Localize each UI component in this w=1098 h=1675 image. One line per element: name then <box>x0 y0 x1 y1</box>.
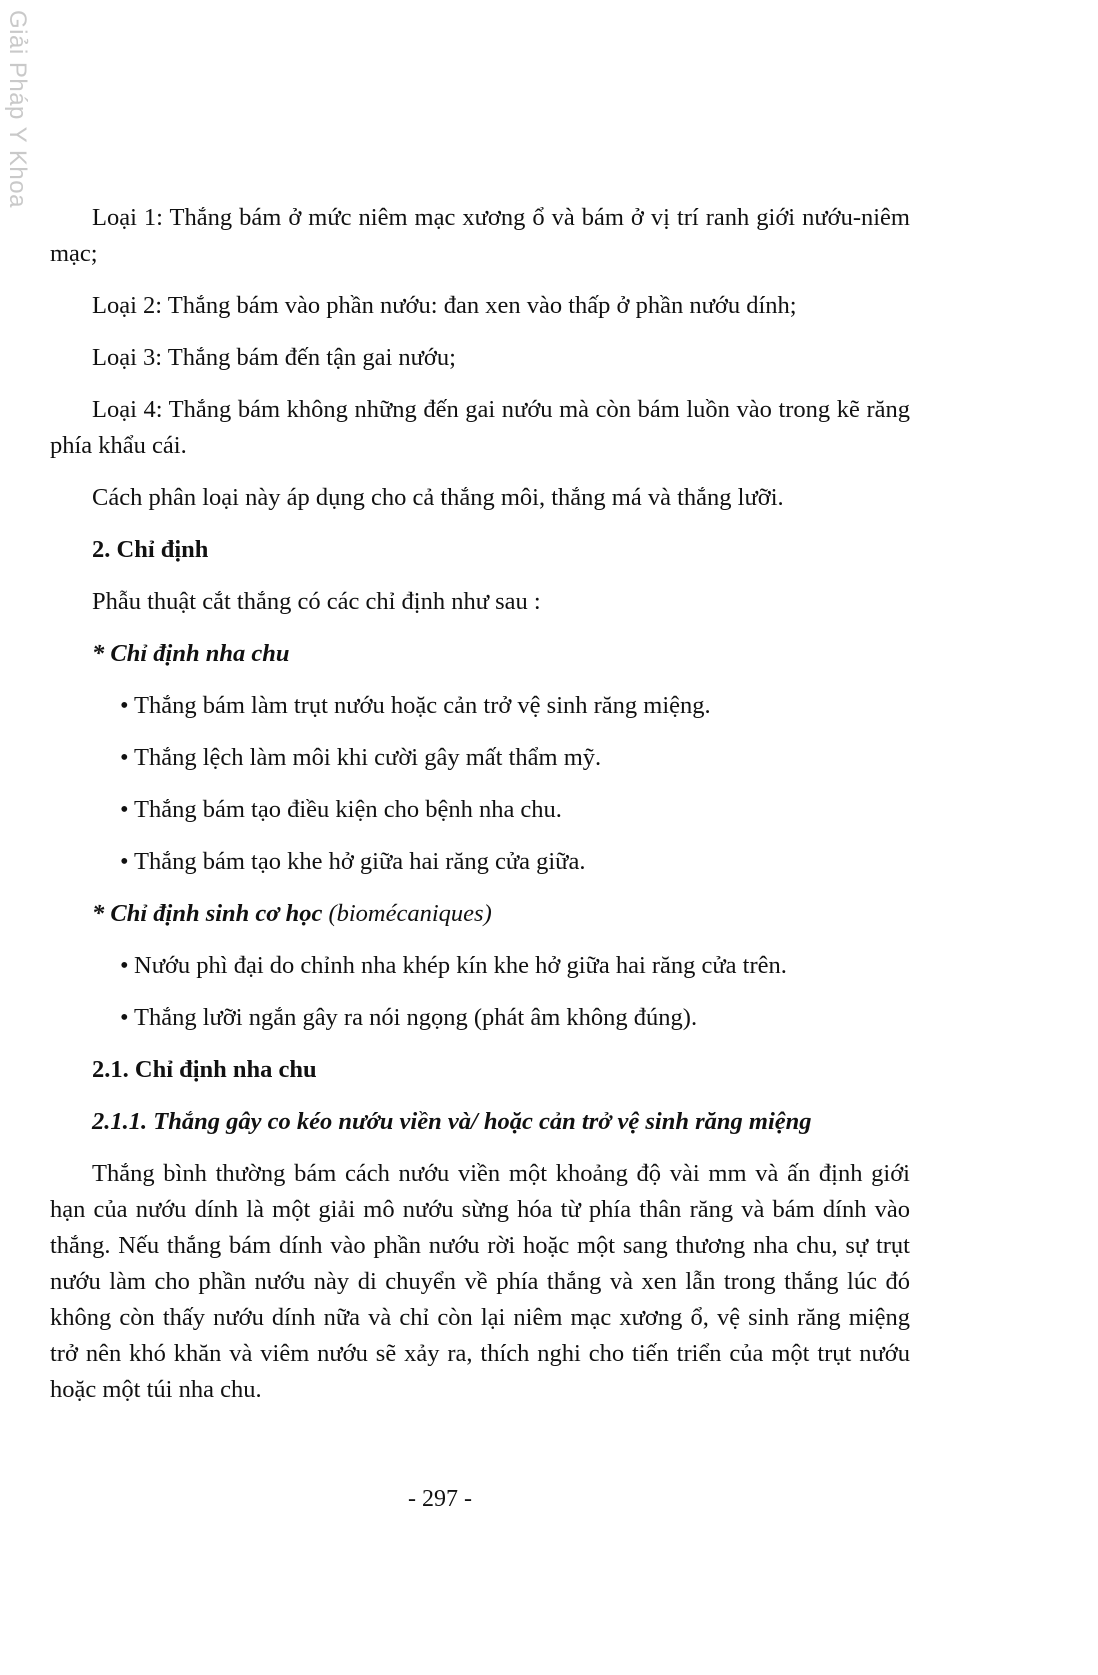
list-item-text: Thắng bám tạo khe hở giữa hai răng cửa giữa. <box>134 848 586 875</box>
bullet-marker: • <box>120 692 129 719</box>
list-item <box>50 844 910 880</box>
paragraph-loai-3: Loại 3: Thắng bám đến tận gai nướu; <box>92 344 456 371</box>
bullet-marker: • <box>120 796 129 823</box>
subheading-nha-chu <box>50 636 910 672</box>
page-number: - 297 - <box>408 1486 472 1512</box>
list-item-text: Thắng bám làm trụt nướu hoặc cản trở vệ sinh răng miệng. <box>134 692 711 719</box>
section-heading-2-1: 2.1. Chỉ định nha chu <box>92 1056 317 1083</box>
paragraph-body: Thắng bình thường bám cách nướu viền một khoảng độ vài mm và ấn định giới hạn của nướu dính là một giải mô nướu sừng hóa từ phía thân răng và bám dính vào thắng. Nếu thắng bám dính vào phần nướu rời hoặc một sang thương nha chu, sự trụt nướu làm cho phần nướu này di chuyển về phía thắng và xen lẫn trong thắng lúc đó không còn thấy nướu dính nữa và chỉ còn lại niêm mạc xương ổ, vệ sinh răng miệng trở nên khó khăn và viêm nướu sẽ xảy ra, thích nghi cho tiến triển của một trụt nướu hoặc một túi nha chu. <box>50 1160 910 1403</box>
watermark <box>2 10 32 220</box>
list-item <box>50 792 910 828</box>
section-heading-2: 2. Chỉ định <box>92 536 209 563</box>
subheading-nha-chu-text: Chỉ định nha chu <box>110 640 290 667</box>
bullet-marker: • <box>120 1004 129 1031</box>
list-item-text: Thắng bám tạo điều kiện cho bệnh nha chu. <box>134 796 562 823</box>
list-item <box>50 740 910 776</box>
paragraph-loai-1: Loại 1: Thắng bám ở mức niêm mạc xương ổ và bám ở vị trí ranh giới nướu-niêm mạc; <box>50 204 910 267</box>
list-item <box>50 1000 910 1036</box>
subheading-sinh-co-hoc-paren: (biomécaniques) <box>328 900 492 927</box>
star-marker: * <box>92 640 105 667</box>
paragraph-classification: Cách phân loại này áp dụng cho cả thắng môi, thắng má và thắng lưỡi. <box>92 484 784 511</box>
list-item-text: Thắng lưỡi ngắn gây ra nói ngọng (phát âm không đúng). <box>134 1004 698 1031</box>
document-body <box>50 200 910 1424</box>
list-item <box>50 688 910 724</box>
bullet-marker: • <box>120 848 129 875</box>
subheading-sinh-co-hoc-text: Chỉ định sinh cơ học <box>110 900 323 927</box>
bullet-marker: • <box>120 952 129 979</box>
paragraph-loai-2: Loại 2: Thắng bám vào phần nướu: đan xen vào thấp ở phần nướu dính; <box>92 292 797 319</box>
bullet-marker: • <box>120 744 129 771</box>
star-marker: * <box>92 900 105 927</box>
paragraph-loai-4: Loại 4: Thắng bám không những đến gai nướu mà còn bám luồn vào trong kẽ răng phía khẩu cái. <box>50 396 910 459</box>
list-item-text: Thắng lệch làm môi khi cười gây mất thẩm mỹ. <box>134 744 602 771</box>
watermark-text: Giải Pháp Y Khoa <box>4 10 31 208</box>
paragraph-intro: Phẫu thuật cắt thắng có các chỉ định như sau : <box>92 588 541 615</box>
subheading-sinh-co-hoc <box>50 896 910 932</box>
list-item <box>50 948 910 984</box>
section-heading-2-1-1: 2.1.1. Thắng gây co kéo nướu viền và/ hoặc cản trở vệ sinh răng miệng <box>92 1108 812 1135</box>
list-item-text: Nướu phì đại do chỉnh nha khép kín khe hở giữa hai răng cửa trên. <box>134 952 787 979</box>
